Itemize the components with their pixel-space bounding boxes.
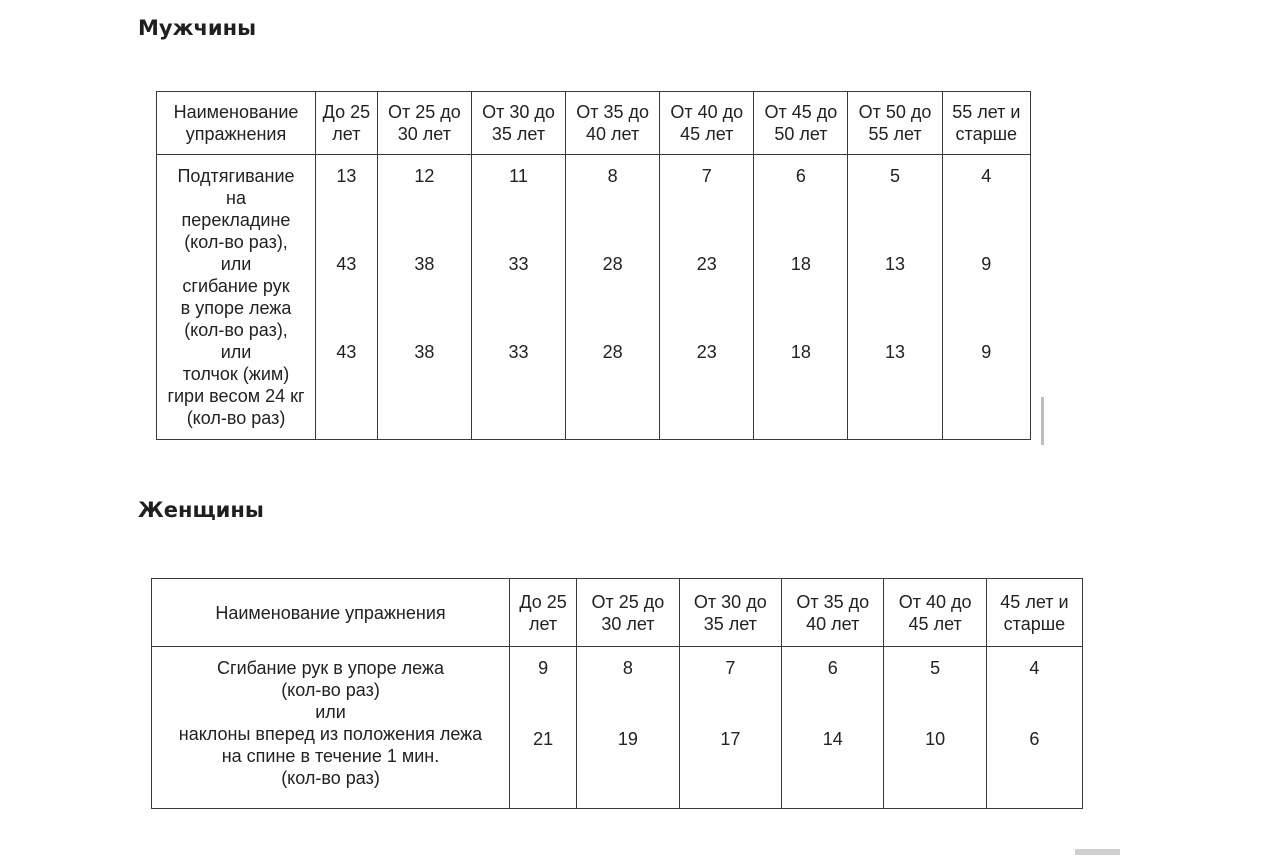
header-age-column: От 40 до 45 лет (884, 579, 986, 647)
norm-value: 18 (790, 342, 811, 362)
norm-value: 12 (414, 166, 435, 186)
norm-value: 13 (885, 254, 906, 274)
header-age-column: От 50 до 55 лет (848, 92, 942, 155)
header-age-column: От 30 до 35 лет (679, 579, 781, 647)
table-row (157, 155, 1031, 440)
section-title-women: Женщины (138, 498, 264, 522)
norm-value: 4 (1029, 658, 1040, 678)
norm-value: 21 (533, 729, 554, 749)
scroll-corner-marker (1075, 849, 1120, 855)
norm-value: 9 (981, 254, 992, 274)
norm-value: 10 (925, 729, 946, 749)
table-row (152, 647, 1083, 809)
header-age-column: До 25 лет (316, 92, 378, 155)
norm-value: 6 (827, 658, 838, 678)
header-exercise-name: Наименование упражнения (152, 579, 510, 647)
norm-value: 6 (1029, 729, 1040, 749)
header-age-column: 45 лет и старше (986, 579, 1082, 647)
header-age-column: От 30 до 35 лет (471, 92, 565, 155)
norm-value: 9 (981, 342, 992, 362)
value-cell (660, 155, 754, 440)
norm-value: 14 (822, 729, 843, 749)
value-cell (510, 647, 577, 809)
norm-value: 5 (930, 658, 941, 678)
value-cell (471, 155, 565, 440)
norm-value: 18 (790, 254, 811, 274)
header-age-column: От 45 до 50 лет (754, 92, 848, 155)
header-age-column: 55 лет и старше (942, 92, 1030, 155)
norm-value: 7 (725, 658, 736, 678)
norm-value: 4 (981, 166, 992, 186)
norm-value: 33 (508, 342, 529, 362)
norm-value: 11 (509, 166, 528, 186)
value-cell (566, 155, 660, 440)
norm-value: 8 (622, 658, 633, 678)
norm-value: 28 (602, 254, 623, 274)
norm-value: 43 (336, 254, 357, 274)
exercise-description: Подтягивание на перекладине (кол-во раз), или сгибание рук в упоре лежа (кол-во раз), или толчок (жим) гири весом 24 кг (кол-во раз) (157, 155, 316, 440)
norm-value: 13 (885, 342, 906, 362)
women-norms-table (151, 578, 1083, 809)
norm-value: 28 (602, 342, 623, 362)
norm-value: 43 (336, 342, 357, 362)
norm-value: 19 (617, 729, 638, 749)
header-age-column: До 25 лет (510, 579, 577, 647)
exercise-description: Сгибание рук в упоре лежа (кол-во раз) или наклоны вперед из положения лежа на спине в течение 1 мин. (кол-во раз) (152, 647, 510, 809)
value-cell (577, 647, 679, 809)
men-norms-table (156, 91, 1031, 440)
header-age-column: От 25 до 30 лет (377, 92, 471, 155)
table-header-row (157, 92, 1031, 155)
norm-value: 38 (414, 254, 435, 274)
table-header-row (152, 579, 1083, 647)
header-exercise-name: Наименование упражнения (157, 92, 316, 155)
norm-value: 7 (701, 166, 712, 186)
norm-value: 6 (795, 166, 806, 186)
norm-value: 23 (696, 254, 717, 274)
value-cell (679, 647, 781, 809)
norm-value: 13 (336, 166, 357, 186)
norm-value: 17 (720, 729, 741, 749)
norm-value: 38 (414, 342, 435, 362)
value-cell (848, 155, 942, 440)
value-cell (986, 647, 1082, 809)
header-age-column: От 25 до 30 лет (577, 579, 679, 647)
section-title-men: Мужчины (138, 16, 257, 40)
value-cell (782, 647, 884, 809)
value-cell (316, 155, 378, 440)
header-age-column: От 40 до 45 лет (660, 92, 754, 155)
value-cell (942, 155, 1030, 440)
norm-value: 8 (607, 166, 618, 186)
norm-value: 23 (696, 342, 717, 362)
norm-value: 9 (538, 658, 549, 678)
header-age-column: От 35 до 40 лет (782, 579, 884, 647)
page-edge-marker (1041, 397, 1044, 445)
norm-value: 33 (508, 254, 529, 274)
norm-value: 5 (890, 166, 901, 186)
header-age-column: От 35 до 40 лет (566, 92, 660, 155)
value-cell (377, 155, 471, 440)
value-cell (754, 155, 848, 440)
value-cell (884, 647, 986, 809)
